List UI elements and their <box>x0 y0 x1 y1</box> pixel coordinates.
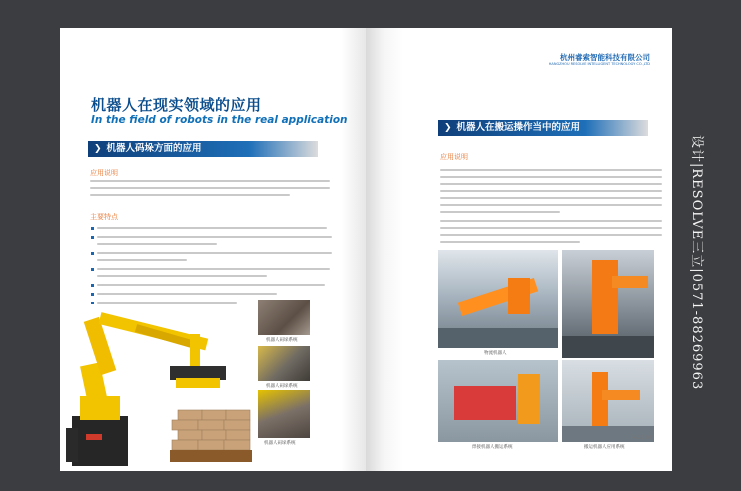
text-line <box>440 227 662 229</box>
photo-caption: 机器人码垛系统 <box>264 441 296 446</box>
side-watermark <box>688 135 712 405</box>
photo-caption: 机器人码垛系统 <box>266 338 298 343</box>
text-line <box>97 252 332 254</box>
text-line <box>90 180 330 182</box>
photo-palletizing-2 <box>258 346 310 381</box>
bullet-icon <box>91 227 94 230</box>
text-line <box>97 236 332 238</box>
photo-caption: 焊接机器人搬运系统 <box>472 445 513 450</box>
photo-caption: 机器人码垛系统 <box>266 384 298 389</box>
page-title: 机器人在现实领域的应用 <box>91 96 262 114</box>
text-line <box>97 243 217 245</box>
left-page <box>60 28 366 471</box>
text-line <box>440 241 580 243</box>
bullet-icon <box>91 268 94 271</box>
section-band-palletizing <box>88 141 318 157</box>
subheading-features: 主要特点 <box>90 213 118 221</box>
text-line <box>97 275 267 277</box>
text-line <box>97 259 187 261</box>
bullet-icon <box>91 284 94 287</box>
text-line <box>440 211 560 213</box>
subheading-description: 应用说明 <box>440 153 468 161</box>
text-line <box>440 220 662 222</box>
chevron-right-icon: ❯ <box>444 123 452 133</box>
photo-caption: 物流机器人 <box>484 351 507 356</box>
chevron-right-icon: ❯ <box>94 144 102 154</box>
section-band-label: 机器人码垛方面的应用 <box>106 143 202 154</box>
photo-handling-system <box>562 360 654 442</box>
side-watermark-text: 设计|RESOLVE三立|0571-88269963 <box>689 135 704 391</box>
page-title-english: In the field of robots in the real application <box>91 114 348 126</box>
text-line <box>440 234 662 236</box>
company-name: 杭州睿索智能科技有限公司 <box>560 53 650 62</box>
company-name-english: HANGZHOU RESOLVE INTELLIGENT TECHNOLOGY CO.,LTD <box>548 62 650 66</box>
text-line <box>440 176 662 178</box>
brochure-spread <box>60 28 672 471</box>
subheading-description: 应用说明 <box>90 169 118 177</box>
bullet-icon <box>91 236 94 239</box>
bullet-icon <box>91 293 94 296</box>
photo-palletizing-3 <box>258 390 310 438</box>
text-line <box>90 194 290 196</box>
page-number: PAGE 07 <box>630 435 652 441</box>
text-line <box>97 268 330 270</box>
text-line <box>440 190 662 192</box>
photo-welding-handling <box>438 360 558 442</box>
text-line <box>440 169 662 171</box>
section-band-handling <box>438 120 648 136</box>
right-page <box>366 28 672 471</box>
text-line <box>90 187 330 189</box>
text-line <box>97 227 327 229</box>
text-line <box>97 284 325 286</box>
text-line <box>440 204 662 206</box>
text-line <box>97 293 277 295</box>
photo-caption: 搬运机器人应用系统 <box>584 445 625 450</box>
photo-logistics-robot <box>438 250 558 348</box>
photo-robot-cell <box>562 250 654 358</box>
text-line <box>440 183 662 185</box>
section-band-label: 机器人在搬运操作当中的应用 <box>456 122 581 133</box>
bullet-icon <box>91 252 94 255</box>
palletizing-robot-image <box>66 304 256 469</box>
text-line <box>440 197 662 199</box>
photo-palletizing-1 <box>258 300 310 335</box>
